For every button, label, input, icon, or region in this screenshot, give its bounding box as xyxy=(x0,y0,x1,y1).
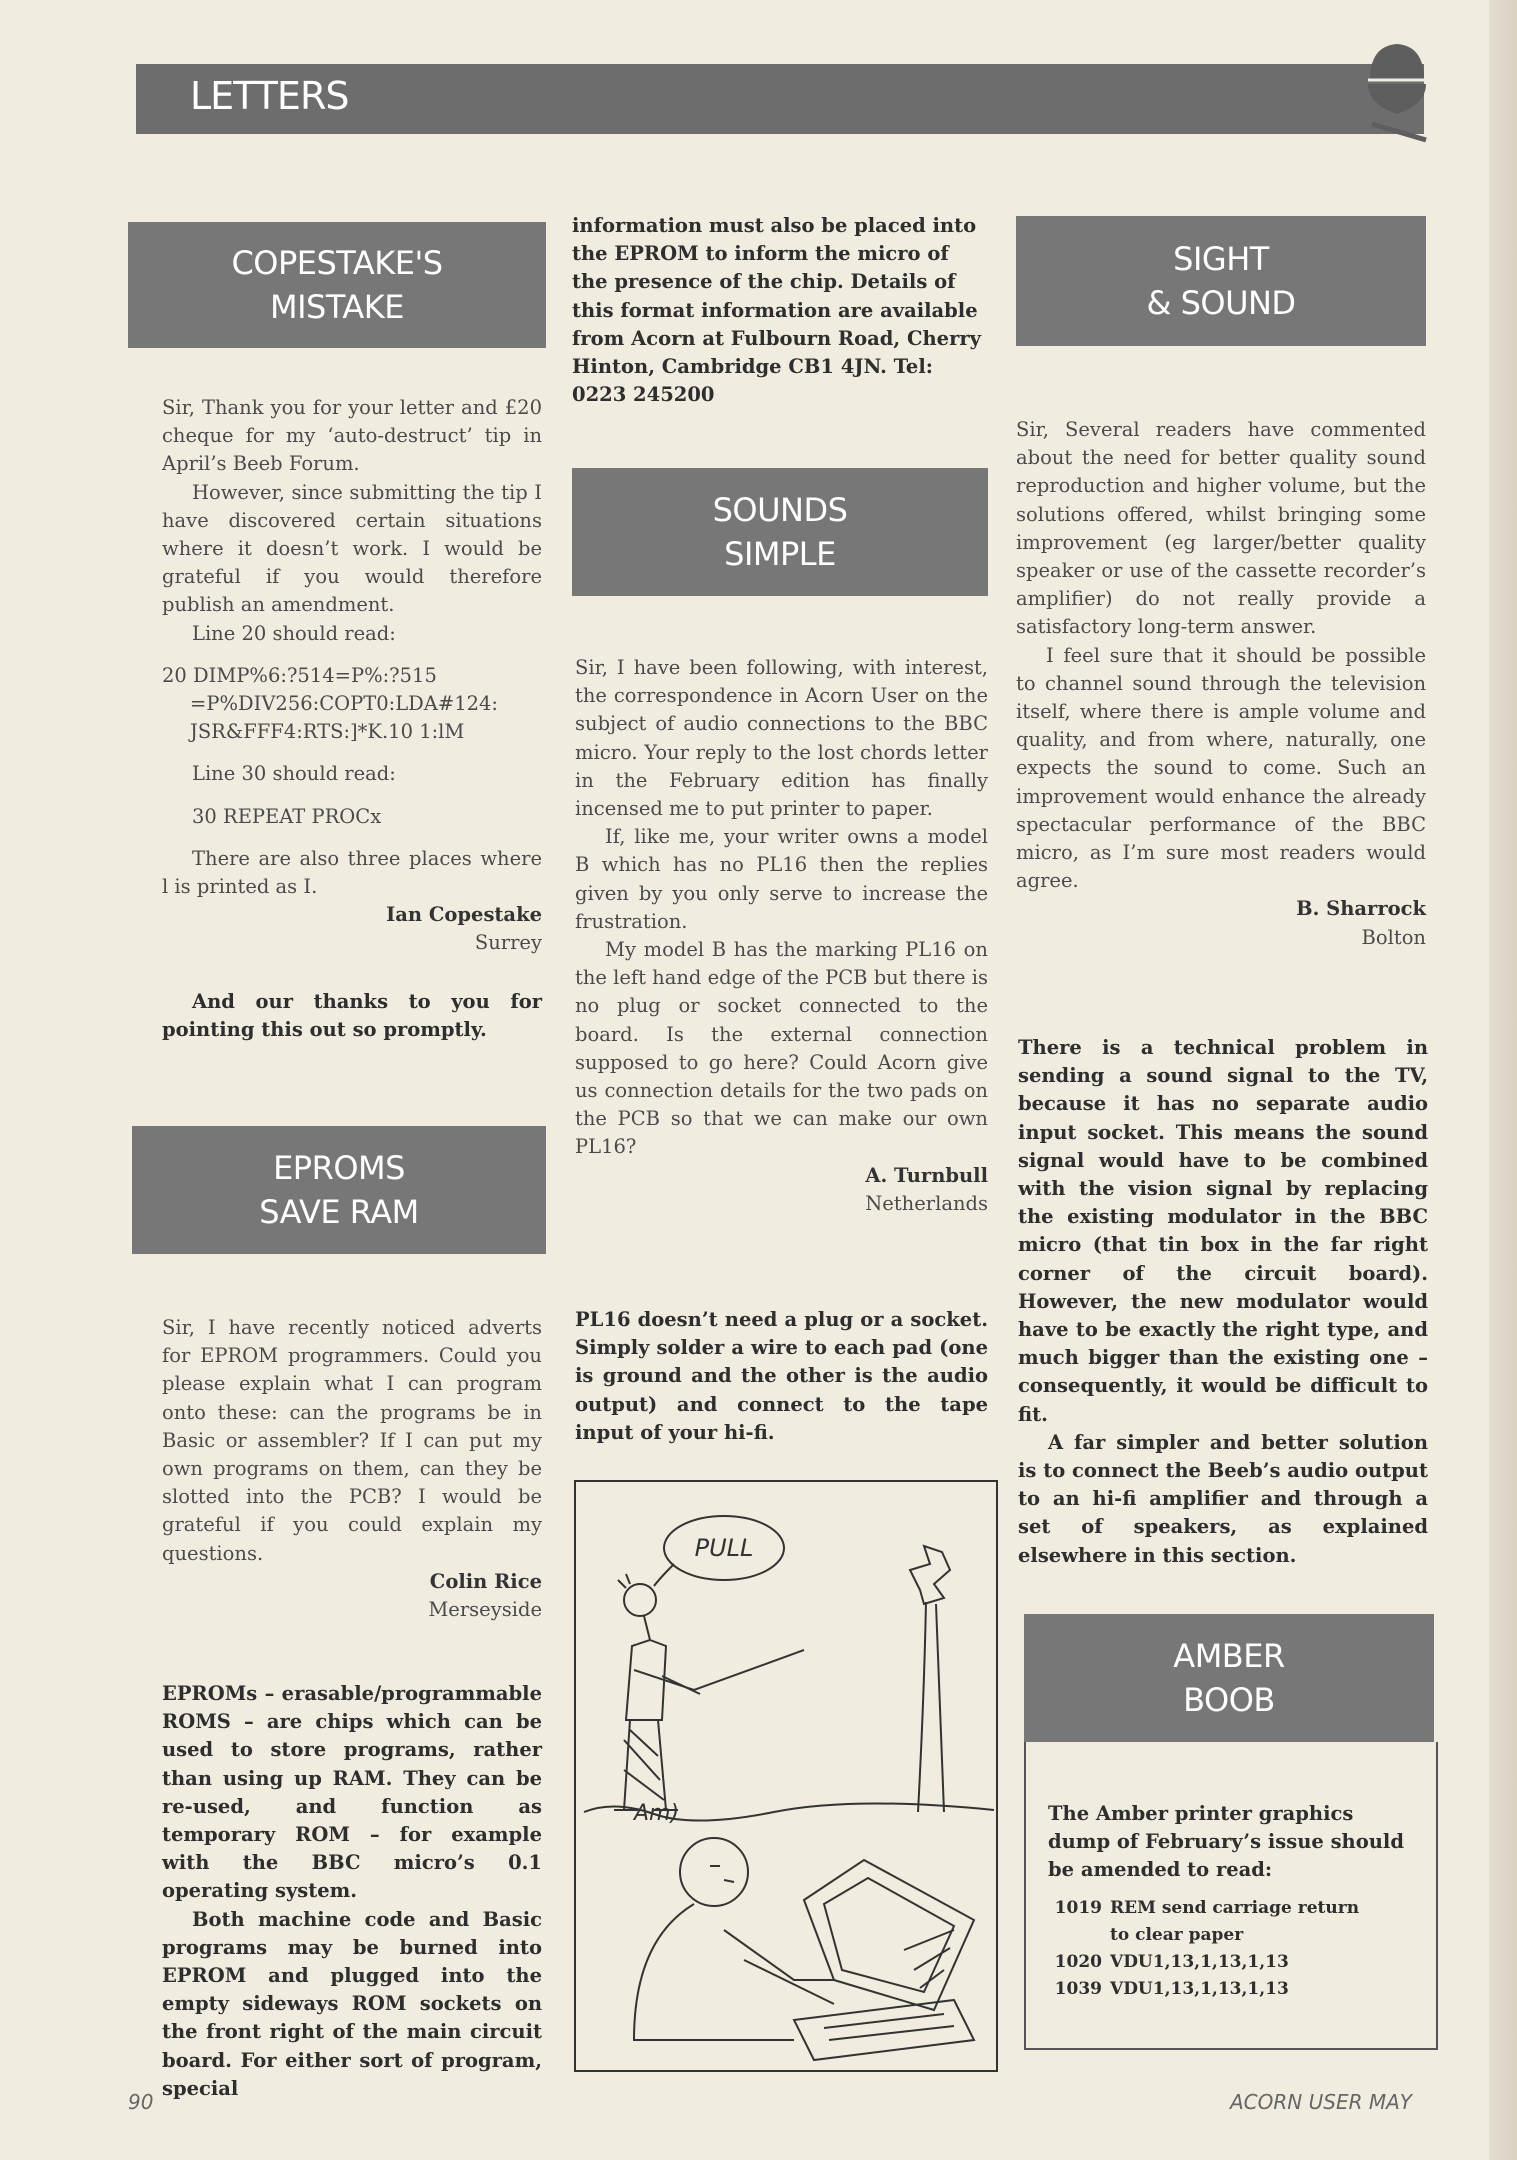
author-place: Netherlands xyxy=(865,1191,988,1215)
acorn-logo-icon xyxy=(1362,40,1432,152)
author-name: Ian Copestake xyxy=(386,903,542,927)
eproms-reply-continued: information must also be placed into the EPROM to inform the micro of the presence of the chip. Details of this format information are available from Acorn at Fulbourn Road, Cherry Hinton, Cambridge CB1 4JN. Tel: 0223 245200 xyxy=(572,214,981,407)
cartoon-illustration xyxy=(574,1480,998,2072)
amber-heading: AMBER BOOB xyxy=(1024,1614,1434,1742)
sounds-letter: Sir, I have been following, with interest, the correspondence in Acorn User on the subject of audio connections to the BBC micro. Your reply to the lost chords letter in the February edition has finally incensed me to put printer to paper. If, like me, your writer owns a model B which has no PL16 then the replies given by you only serve to increase the frustration. My model B has the marking PL16 on the left hand edge of the PCB but there is no plug or socket connected to the board. Is the external connection supposed to go here? Could Acorn give us connection details for the two pads on the PCB so that we can make our own PL16? A. Turnbull Netherlands xyxy=(575,654,988,1218)
code-line: to clear paper xyxy=(1110,1924,1244,1945)
eproms-reply: EPROMs – erasable/programmable ROMS – are chips which can be used to store programs, rather than using up RAM. They can be re-used, and function as temporary ROM – for example with the BBC micro’s 0.1 operating system. Both machine code and Basic programs may be burned into EPROM and plugged into the empty sideways ROM sockets on the front right of the main circuit board. For either sort of program, special xyxy=(162,1682,542,2100)
amber-note: The Amber printer graphics dump of February’s issue should be amended to read: 1019 REM send carriage return to clear paper 1020 VDU1,13,1,13,1,13 1039 VDU1,13,1,13,1,13 xyxy=(1048,1800,1418,2003)
speech-text: PULL xyxy=(694,1534,754,1562)
sight-sound-heading: SIGHT & SOUND xyxy=(1016,216,1426,346)
author-place: Merseyside xyxy=(428,1598,542,1622)
eproms-heading: EPROMS SAVE RAM xyxy=(132,1126,546,1254)
sight-sound-letter: Sir, Several readers have commented about the need for better quality sound reproduction and higher volume, but the solutions offered, whilst bringing some improvement (eg larger/better quality speaker or use of the cassette recorder’s amplifier) do not really provide a satisfactory long-term answer. I feel sure that it should be possible to channel sound through the television itself, where there is ample volume and quality, and from where, naturally, one expects the sound to come. Such an improvement would enhance the already spectacular performance of the BBC micro, as I’m sure most readers would agree. B. Sharrock Bolton xyxy=(1016,416,1426,952)
author-place: Bolton xyxy=(1361,925,1426,949)
svg-text:Am): Am) xyxy=(634,1801,680,1826)
copestake-letter: Sir, Thank you for your letter and £20 cheque for my ‘auto-destruct’ tip in April’s Beeb Forum. However, since submitting the tip I have discovered certain situations where it doesn’t work. I would be grateful if you would therefore publish an amendment. Line 20 should read: 20 DIMP%6:?514=P%:?515 =P%DIV256:COPT0:LDA#124: JSR&FFF4:RTS:]*K.10 1:lM Line 30 should read: 30 REPEAT PROCx There are also three places where l is printed as I. Ian Copestake Surrey xyxy=(162,394,542,958)
hunter-figure xyxy=(614,1574,804,1810)
amber-code-listing xyxy=(1048,1895,1418,2003)
author-name: B. Sharrock xyxy=(1296,897,1426,921)
eproms-letter: Sir, I have recently noticed adverts for EPROM programmers. Could you please explain what I can program onto these: can the programs be in Basic or assembler? If I can put my own programs on them, can they be slotted into the PCB? I would be grateful if you could explain my questions. Colin Rice Merseyside xyxy=(162,1314,542,1624)
paper-edge xyxy=(1489,0,1517,2160)
sight-sound-reply: There is a technical problem in sending a sound signal to the TV, because it has no separate audio input socket. This means the sound signal would have to be combined with the vision signal by replacing the existing modulator in the BBC micro (that tin box in the far right corner of the circuit board). However, the new modulator would have to be exactly the right type, and much bigger than the existing one – consequently, it would be difficult to fit. A far simpler and better solution is to connect the Beeb’s audio output to an hi-fi amplifier and through a set of speakers, as explained elsewhere in this section. xyxy=(1018,1036,1428,1567)
code-line: 1020 VDU1,13,1,13,1,13 xyxy=(1054,1951,1289,1972)
magazine-footer: ACORN USER MAY xyxy=(1230,2090,1412,2114)
computer-user-figure xyxy=(634,1838,974,2060)
tree-drawing xyxy=(910,1546,950,1812)
page-number: 90 xyxy=(128,2090,154,2114)
sounds-reply: PL16 doesn’t need a plug or a socket. Simply solder a wire to each pad (one is ground and the other is the audio output) and connect to the tape input of your hi-fi. xyxy=(575,1308,988,1444)
author-name: A. Turnbull xyxy=(865,1163,988,1187)
code-line: 1039 VDU1,13,1,13,1,13 xyxy=(1054,1978,1289,1999)
section-title: LETTERS xyxy=(190,74,349,118)
code-line-30: 30 REPEAT PROCx xyxy=(192,804,382,828)
copestake-reply: And our thanks to you for pointing this out so promptly. xyxy=(162,990,542,1042)
code-line-20: 20 DIMP%6:?514=P%:?515 =P%DIV256:COPT0:LDA#124: JSR&FFF4:RTS:]*K.10 1:lM xyxy=(162,663,499,744)
author-name: Colin Rice xyxy=(429,1569,542,1593)
copestake-heading: COPESTAKE'S MISTAKE xyxy=(128,222,546,348)
code-line: 1019 REM send carriage return xyxy=(1054,1897,1360,1918)
author-place: Surrey xyxy=(474,931,542,955)
section-banner xyxy=(136,64,1424,134)
sounds-heading: SOUNDS SIMPLE xyxy=(572,468,988,596)
